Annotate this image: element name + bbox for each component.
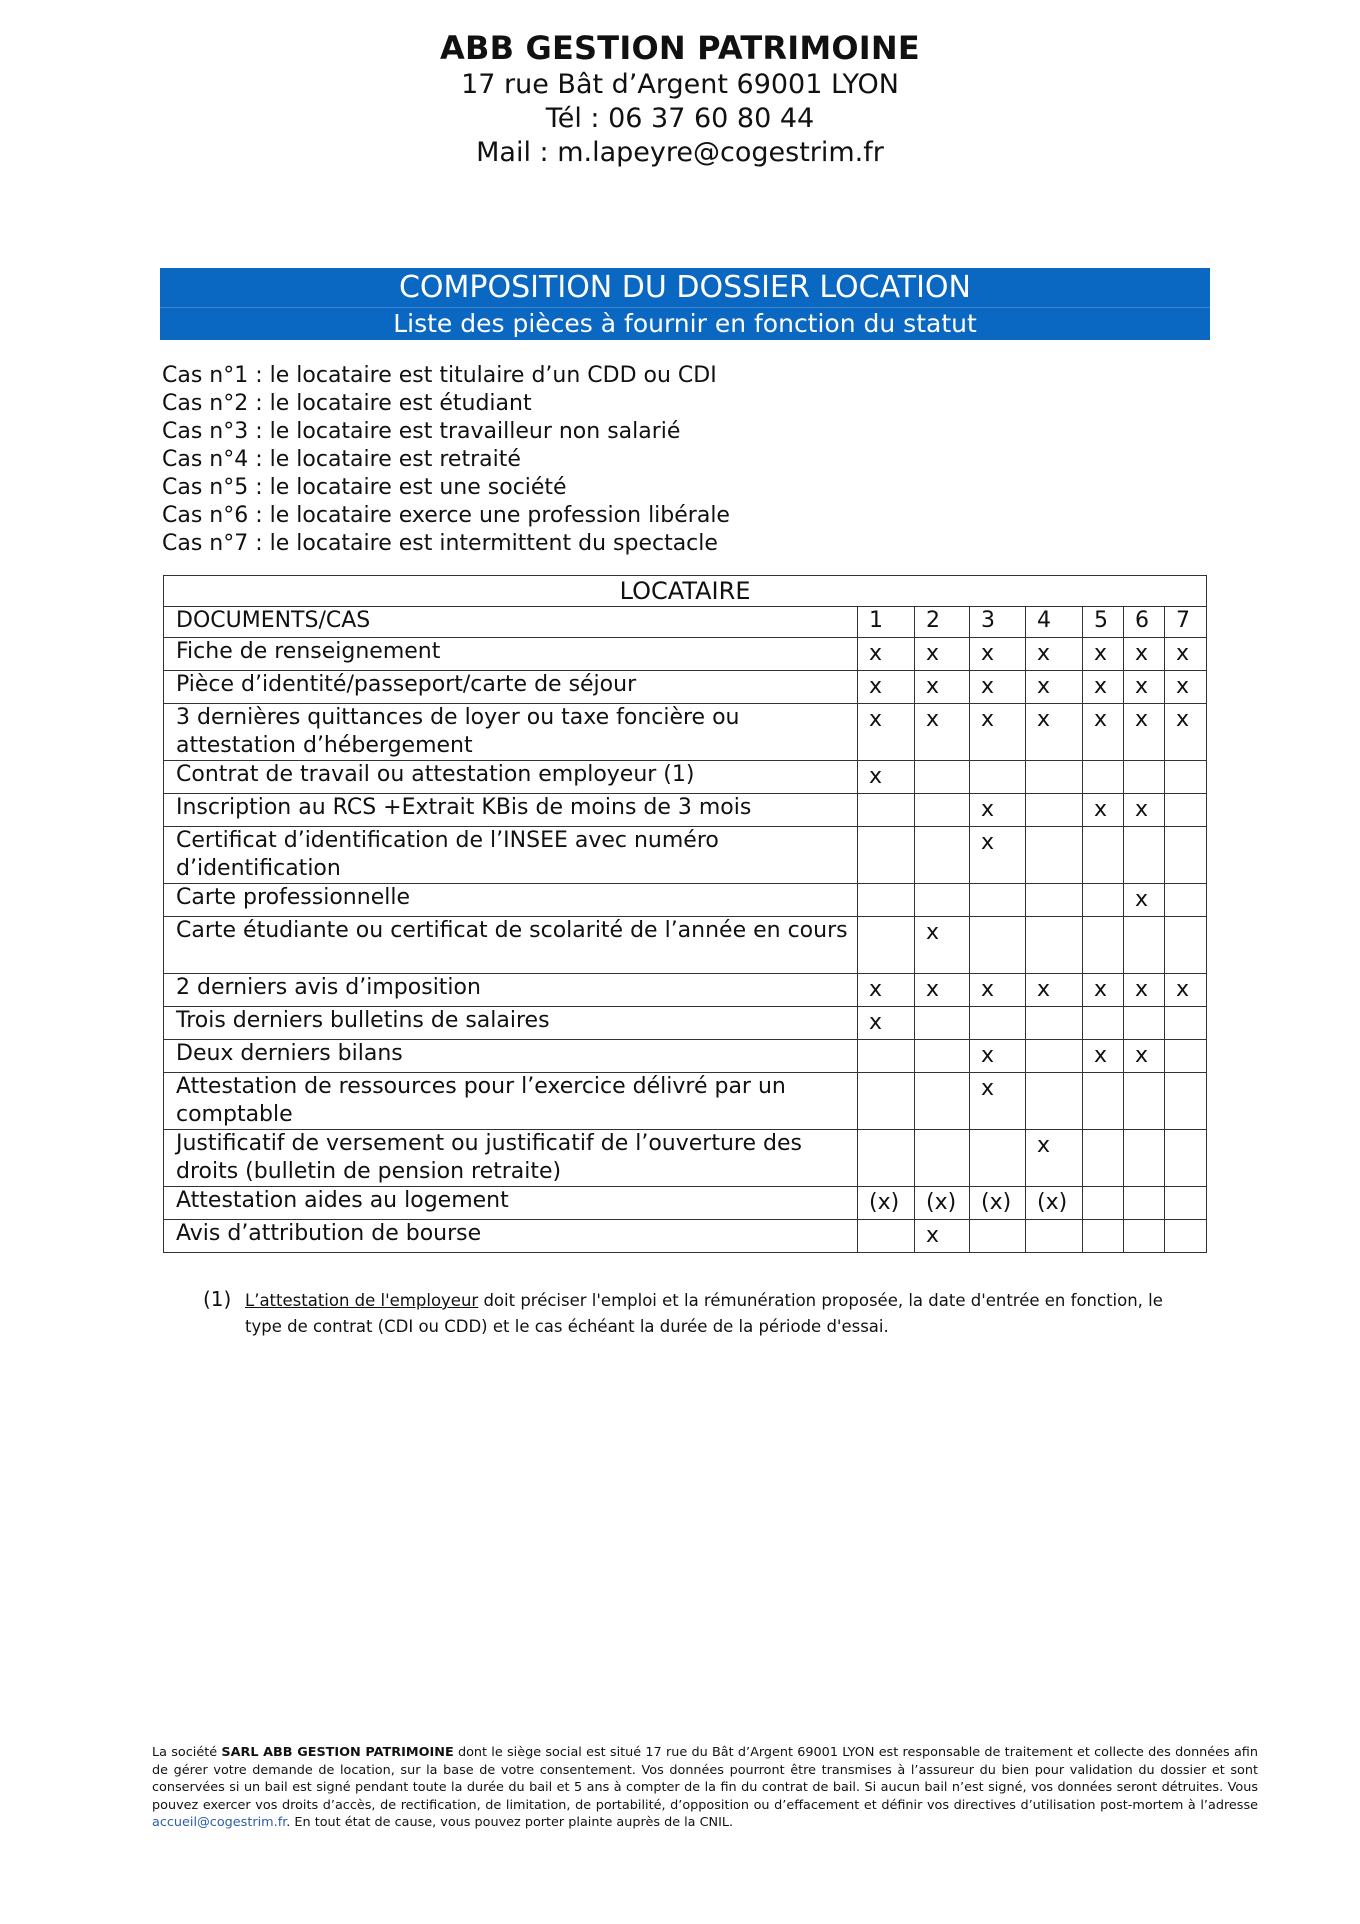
case-number-header: 4 [1026,607,1083,638]
table-body [164,607,1207,1253]
document-label: Fiche de renseignement [164,638,858,671]
case-mark-cell [1124,1220,1165,1253]
case-mark-cell [1026,884,1083,917]
case-mark-cell [1026,761,1083,794]
case-number-header: 1 [858,607,915,638]
case-mark-cell [915,794,970,827]
case-mark-cell [1124,1187,1165,1220]
case-mark-cell: x [915,917,970,974]
section-banner [160,268,1210,340]
case-mark-cell [915,1040,970,1073]
footnote-body: doit préciser l'emploi et la rémunération proposée, la date d'entrée en fonction, le type de contrat (CDI ou CDD) et le cas échéant la durée de la période d'essai. [245,1291,1163,1336]
case-mark-cell [1165,827,1207,884]
table-row [164,1040,1207,1073]
case-mark-cell: x [1165,671,1207,704]
company-name: ABB GESTION PATRIMOINE [440,29,920,67]
case-mark-cell [1124,1130,1165,1187]
document-label: Carte professionnelle [164,884,858,917]
case-mark-cell [915,761,970,794]
document-label: Avis d’attribution de bourse [164,1220,858,1253]
case-number-header: 5 [1083,607,1124,638]
document-label: 3 dernières quittances de loyer ou taxe foncière ou attestation d’hébergement [164,704,858,761]
case-mark-cell [970,884,1026,917]
case-mark-cell [1083,1007,1124,1040]
case-item: Cas n°5 : le locataire est une société [162,475,567,500]
case-mark-cell [1124,761,1165,794]
legal-prefix: La société [152,1745,222,1760]
case-mark-cell: x [970,1073,1026,1130]
case-mark-cell [1026,1040,1083,1073]
document-label: Attestation aides au logement [164,1187,858,1220]
case-mark-cell: x [858,1007,915,1040]
case-mark-cell [915,884,970,917]
document-label: Pièce d’identité/passeport/carte de séjour [164,671,858,704]
case-mark-cell: x [1124,704,1165,761]
case-mark-cell: x [858,638,915,671]
table-row [164,1073,1207,1130]
table-row [164,884,1207,917]
case-item: Cas n°4 : le locataire est retraité [162,447,521,472]
footnote-text [245,1288,1185,1340]
case-mark-cell [1124,917,1165,974]
case-mark-cell: x [1083,1040,1124,1073]
case-mark-cell [858,794,915,827]
case-mark-cell [1124,1007,1165,1040]
case-mark-cell: x [1165,638,1207,671]
case-mark-cell: x [915,671,970,704]
legal-body: dont le siège social est situé 17 rue du Bât d’Argent 69001 LYON est responsable de traitement et collecte des données afin de gérer votre demande de location, sur la base de votre consentement. Vos données pourront être transmises à l’assureur du bien pour validation du dossier et sont conservées si un bail est signé pendant toute la durée du bail et 5 ans à compter de la fin du contrat de bail. Si aucun bail n’est signé, vos données seront détruites. Vous pouvez exercer vos droits d’accès, de rectification, de limitation, de portabilité, d’opposition ou d’effacement et définir vos directives d’utilisation post-mortem à l’adresse [152,1745,1258,1813]
table-row [164,1220,1207,1253]
document-label: Attestation de ressources pour l’exercice délivré par un comptable [164,1073,858,1130]
case-mark-cell [858,1073,915,1130]
table-row [164,794,1207,827]
case-item: Cas n°7 : le locataire est intermittent du spectacle [162,531,718,556]
case-mark-cell: x [1124,638,1165,671]
case-number-header: 3 [970,607,1026,638]
case-mark-cell [858,1040,915,1073]
case-mark-cell: x [970,827,1026,884]
case-mark-cell: x [970,1040,1026,1073]
case-mark-cell [1165,1220,1207,1253]
case-mark-cell: x [1083,704,1124,761]
case-mark-cell: x [1026,704,1083,761]
letterhead [0,28,1360,170]
case-mark-cell: x [915,704,970,761]
documents-table [163,575,1207,1253]
case-mark-cell [1083,1220,1124,1253]
case-mark-cell: x [1124,884,1165,917]
case-mark-cell [1165,1073,1207,1130]
case-mark-cell [1124,1073,1165,1130]
case-mark-cell [1083,1130,1124,1187]
case-mark-cell: x [915,1220,970,1253]
case-mark-cell [1026,1073,1083,1130]
case-mark-cell [970,1220,1026,1253]
case-mark-cell [1083,827,1124,884]
footnote-underlined: L’attestation de l'employeur [245,1291,479,1310]
case-mark-cell [915,1007,970,1040]
case-list [162,362,730,558]
case-mark-cell [858,917,915,974]
case-mark-cell [1165,917,1207,974]
case-mark-cell [1165,1130,1207,1187]
case-mark-cell [1165,761,1207,794]
case-mark-cell: x [970,638,1026,671]
case-number-header: 7 [1165,607,1207,638]
case-mark-cell [1124,827,1165,884]
legal-notice [152,1744,1258,1832]
document-label: Trois derniers bulletins de salaires [164,1007,858,1040]
case-mark-cell [1165,1007,1207,1040]
case-mark-cell: x [1026,671,1083,704]
company-email: Mail : m.lapeyre@cogestrim.fr [476,137,884,168]
case-mark-cell [1026,794,1083,827]
case-mark-cell [970,1007,1026,1040]
case-mark-cell: x [1083,638,1124,671]
case-mark-cell: x [1083,794,1124,827]
case-mark-cell: x [1026,974,1083,1007]
case-mark-cell: x [1165,704,1207,761]
case-number-header: 6 [1124,607,1165,638]
case-mark-cell: (x) [915,1187,970,1220]
case-mark-cell: x [1083,671,1124,704]
company-address: 17 rue Bât d’Argent 69001 LYON [461,69,899,100]
table-row [164,671,1207,704]
case-mark-cell [970,761,1026,794]
case-mark-cell: x [1026,638,1083,671]
case-mark-cell: x [970,794,1026,827]
case-mark-cell [1165,1187,1207,1220]
table-row [164,704,1207,761]
table-row [164,1007,1207,1040]
case-mark-cell: x [970,974,1026,1007]
document-label: 2 derniers avis d’imposition [164,974,858,1007]
case-mark-cell: x [970,704,1026,761]
case-mark-cell [1026,1220,1083,1253]
case-item: Cas n°2 : le locataire est étudiant [162,391,532,416]
case-mark-cell: x [970,671,1026,704]
case-mark-cell [915,1130,970,1187]
case-mark-cell [1083,884,1124,917]
case-mark-cell [1083,1187,1124,1220]
banner-subtitle: Liste des pièces à fournir en fonction du statut [393,309,977,338]
case-mark-cell [970,917,1026,974]
case-mark-cell [1026,917,1083,974]
case-mark-cell [858,1220,915,1253]
case-mark-cell: x [915,638,970,671]
case-mark-cell: (x) [970,1187,1026,1220]
case-mark-cell: x [1124,794,1165,827]
banner-title: COMPOSITION DU DOSSIER LOCATION [160,268,1210,308]
case-mark-cell: x [858,704,915,761]
case-mark-cell [1083,1073,1124,1130]
document-label: Carte étudiante ou certificat de scolarité de l’année en cours [164,917,858,974]
table-title: LOCATAIRE [164,576,1207,607]
document-label: Justificatif de versement ou justificatif de l’ouverture des droits (bulletin de pension retraite) [164,1130,858,1187]
table-row [164,827,1207,884]
company-phone: Tél : 06 37 60 80 44 [545,103,815,134]
case-mark-cell: x [1026,1130,1083,1187]
case-mark-cell: x [1124,1040,1165,1073]
table-row [164,1130,1207,1187]
document-label: Deux derniers bilans [164,1040,858,1073]
case-mark-cell [1083,761,1124,794]
table-row [164,974,1207,1007]
case-mark-cell [858,884,915,917]
case-item: Cas n°1 : le locataire est titulaire d’un CDD ou CDI [162,363,717,388]
document-label: Inscription au RCS +Extrait KBis de moins de 3 mois [164,794,858,827]
legal-email-link[interactable]: accueil@cogestrim.fr [152,1815,287,1830]
case-mark-cell: x [858,974,915,1007]
case-mark-cell: x [1165,974,1207,1007]
case-mark-cell: x [915,974,970,1007]
legal-suffix: . En tout état de cause, vous pouvez porter plainte auprès de la CNIL. [286,1815,734,1830]
case-item: Cas n°6 : le locataire exerce une profession libérale [162,503,730,528]
table-row [164,638,1207,671]
case-number-header: 2 [915,607,970,638]
case-mark-cell: x [1124,974,1165,1007]
table-row [164,917,1207,974]
footnote-marker: (1) [203,1287,232,1311]
document-label: Contrat de travail ou attestation employeur (1) [164,761,858,794]
case-mark-cell [1165,794,1207,827]
case-mark-cell: x [1124,671,1165,704]
document-label: Certificat d’identification de l’INSEE avec numéro d’identification [164,827,858,884]
case-mark-cell: x [858,671,915,704]
case-mark-cell [858,1130,915,1187]
case-mark-cell [970,1130,1026,1187]
case-mark-cell [1026,1007,1083,1040]
case-mark-cell: (x) [858,1187,915,1220]
table-row [164,1187,1207,1220]
case-mark-cell [915,1073,970,1130]
case-mark-cell [858,827,915,884]
case-mark-cell: x [858,761,915,794]
case-mark-cell [1165,1040,1207,1073]
case-mark-cell [1083,917,1124,974]
table-row [164,761,1207,794]
case-mark-cell [915,827,970,884]
legal-company: SARL ABB GESTION PATRIMOINE [221,1745,454,1760]
case-mark-cell [1165,884,1207,917]
header-label: DOCUMENTS/CAS [164,607,858,638]
case-mark-cell: x [1083,974,1124,1007]
table-header-row [164,607,1207,638]
case-mark-cell: (x) [1026,1187,1083,1220]
case-mark-cell [1026,827,1083,884]
case-item: Cas n°3 : le locataire est travailleur non salarié [162,419,681,444]
